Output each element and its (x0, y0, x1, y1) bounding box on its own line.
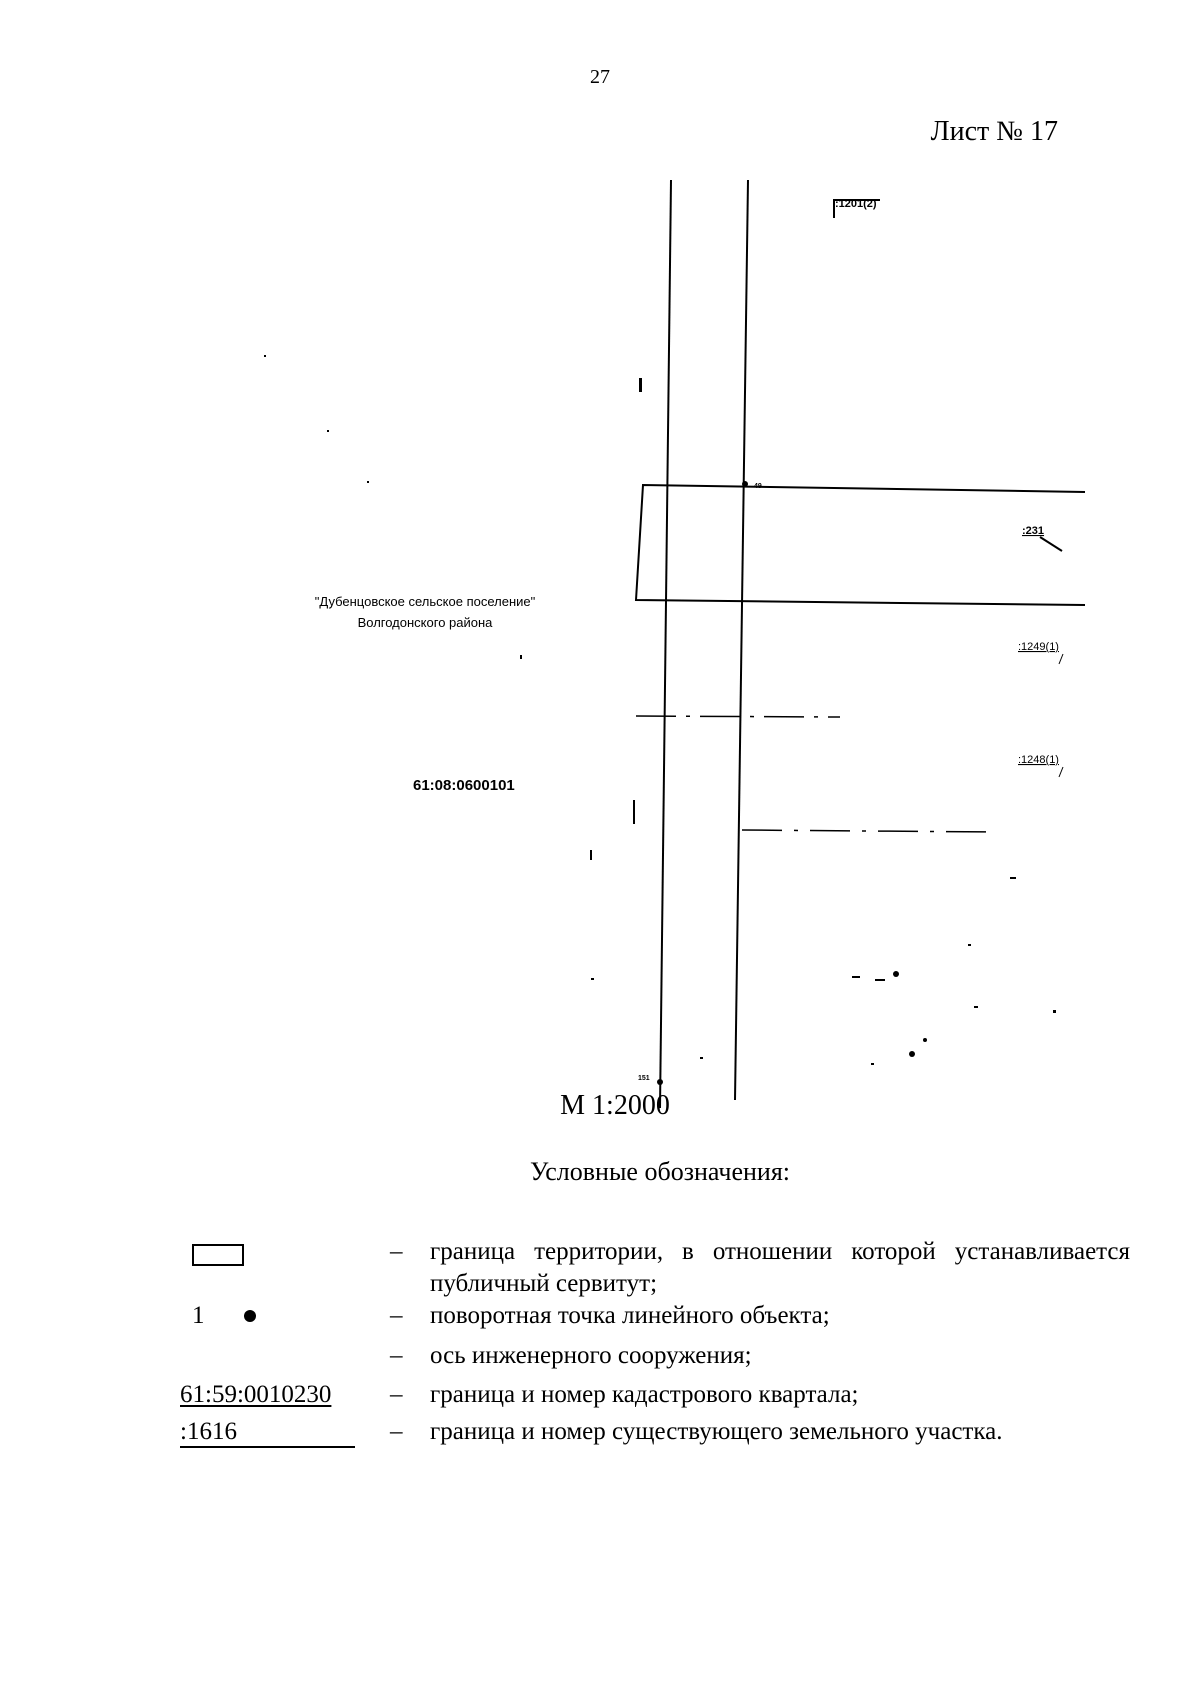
parcel-1201-label: :1201(2) (835, 198, 877, 210)
settlement-name-line1: "Дубенцовское сельское поселение" (314, 594, 536, 609)
legend-dash: – (390, 1238, 403, 1265)
legend-text-servitude: граница территории, в отношении которой устанавливается публичный сервитут; (430, 1238, 1130, 1297)
structure-axis-right (735, 180, 748, 1100)
legend-symbol-quarter (180, 1379, 360, 1411)
quarter-number-label: 61:08:0600101 (413, 777, 515, 794)
scan-noise (264, 355, 1056, 1065)
parcel-boundary-upper (636, 716, 840, 717)
legend-row-servitude (180, 1236, 1140, 1300)
parcel-number-sample: :1616 (180, 1418, 355, 1448)
parcel-231-label: :231 (1022, 525, 1045, 537)
legend-text-parcel: граница и номер существующего земельного участка. (430, 1418, 1003, 1445)
point-49-dot (742, 481, 748, 487)
parcel-1248-label: :1248(1) (1018, 754, 1059, 766)
legend-dash: – (390, 1381, 403, 1408)
legend-dash: – (390, 1302, 403, 1329)
parcel-1249-label: :1249(1) (1018, 641, 1059, 653)
legend-dash: – (390, 1418, 403, 1445)
legend-text-quarter: граница и номер кадастрового квартала; (430, 1381, 859, 1408)
servitude-boundary-symbol (192, 1244, 244, 1266)
point-151-label: 151 (638, 1075, 650, 1082)
legend-title: Условные обозначения: (529, 1157, 791, 1186)
parcel-231-leader (1040, 537, 1062, 551)
page-number: 27 (590, 66, 610, 88)
quarter-number-sample: 61:59:0010230 (180, 1381, 332, 1408)
structure-axis-left (660, 180, 671, 1108)
point-49-label: 49 (754, 483, 762, 490)
turning-point-dot-icon (244, 1310, 256, 1322)
legend-text-turning-point: поворотная точка линейного объекта; (430, 1302, 830, 1329)
parcel-1249-leader (1059, 654, 1063, 664)
turning-point-number: 1 (192, 1302, 205, 1329)
parcel-1248-leader (1059, 767, 1063, 777)
sheet-title: Лист № 17 (930, 116, 1058, 147)
legend-text-axis: ось инженерного сооружения; (430, 1342, 752, 1369)
legend-dash: – (390, 1342, 403, 1369)
map-scale: М 1:2000 (560, 1090, 670, 1121)
point-151-dot (657, 1079, 663, 1085)
settlement-name-line2: Волгодонского района (357, 615, 493, 630)
servitude-boundary (636, 485, 1085, 605)
legend-symbol-parcel (180, 1416, 360, 1448)
parcel-boundary-lower (742, 830, 996, 832)
